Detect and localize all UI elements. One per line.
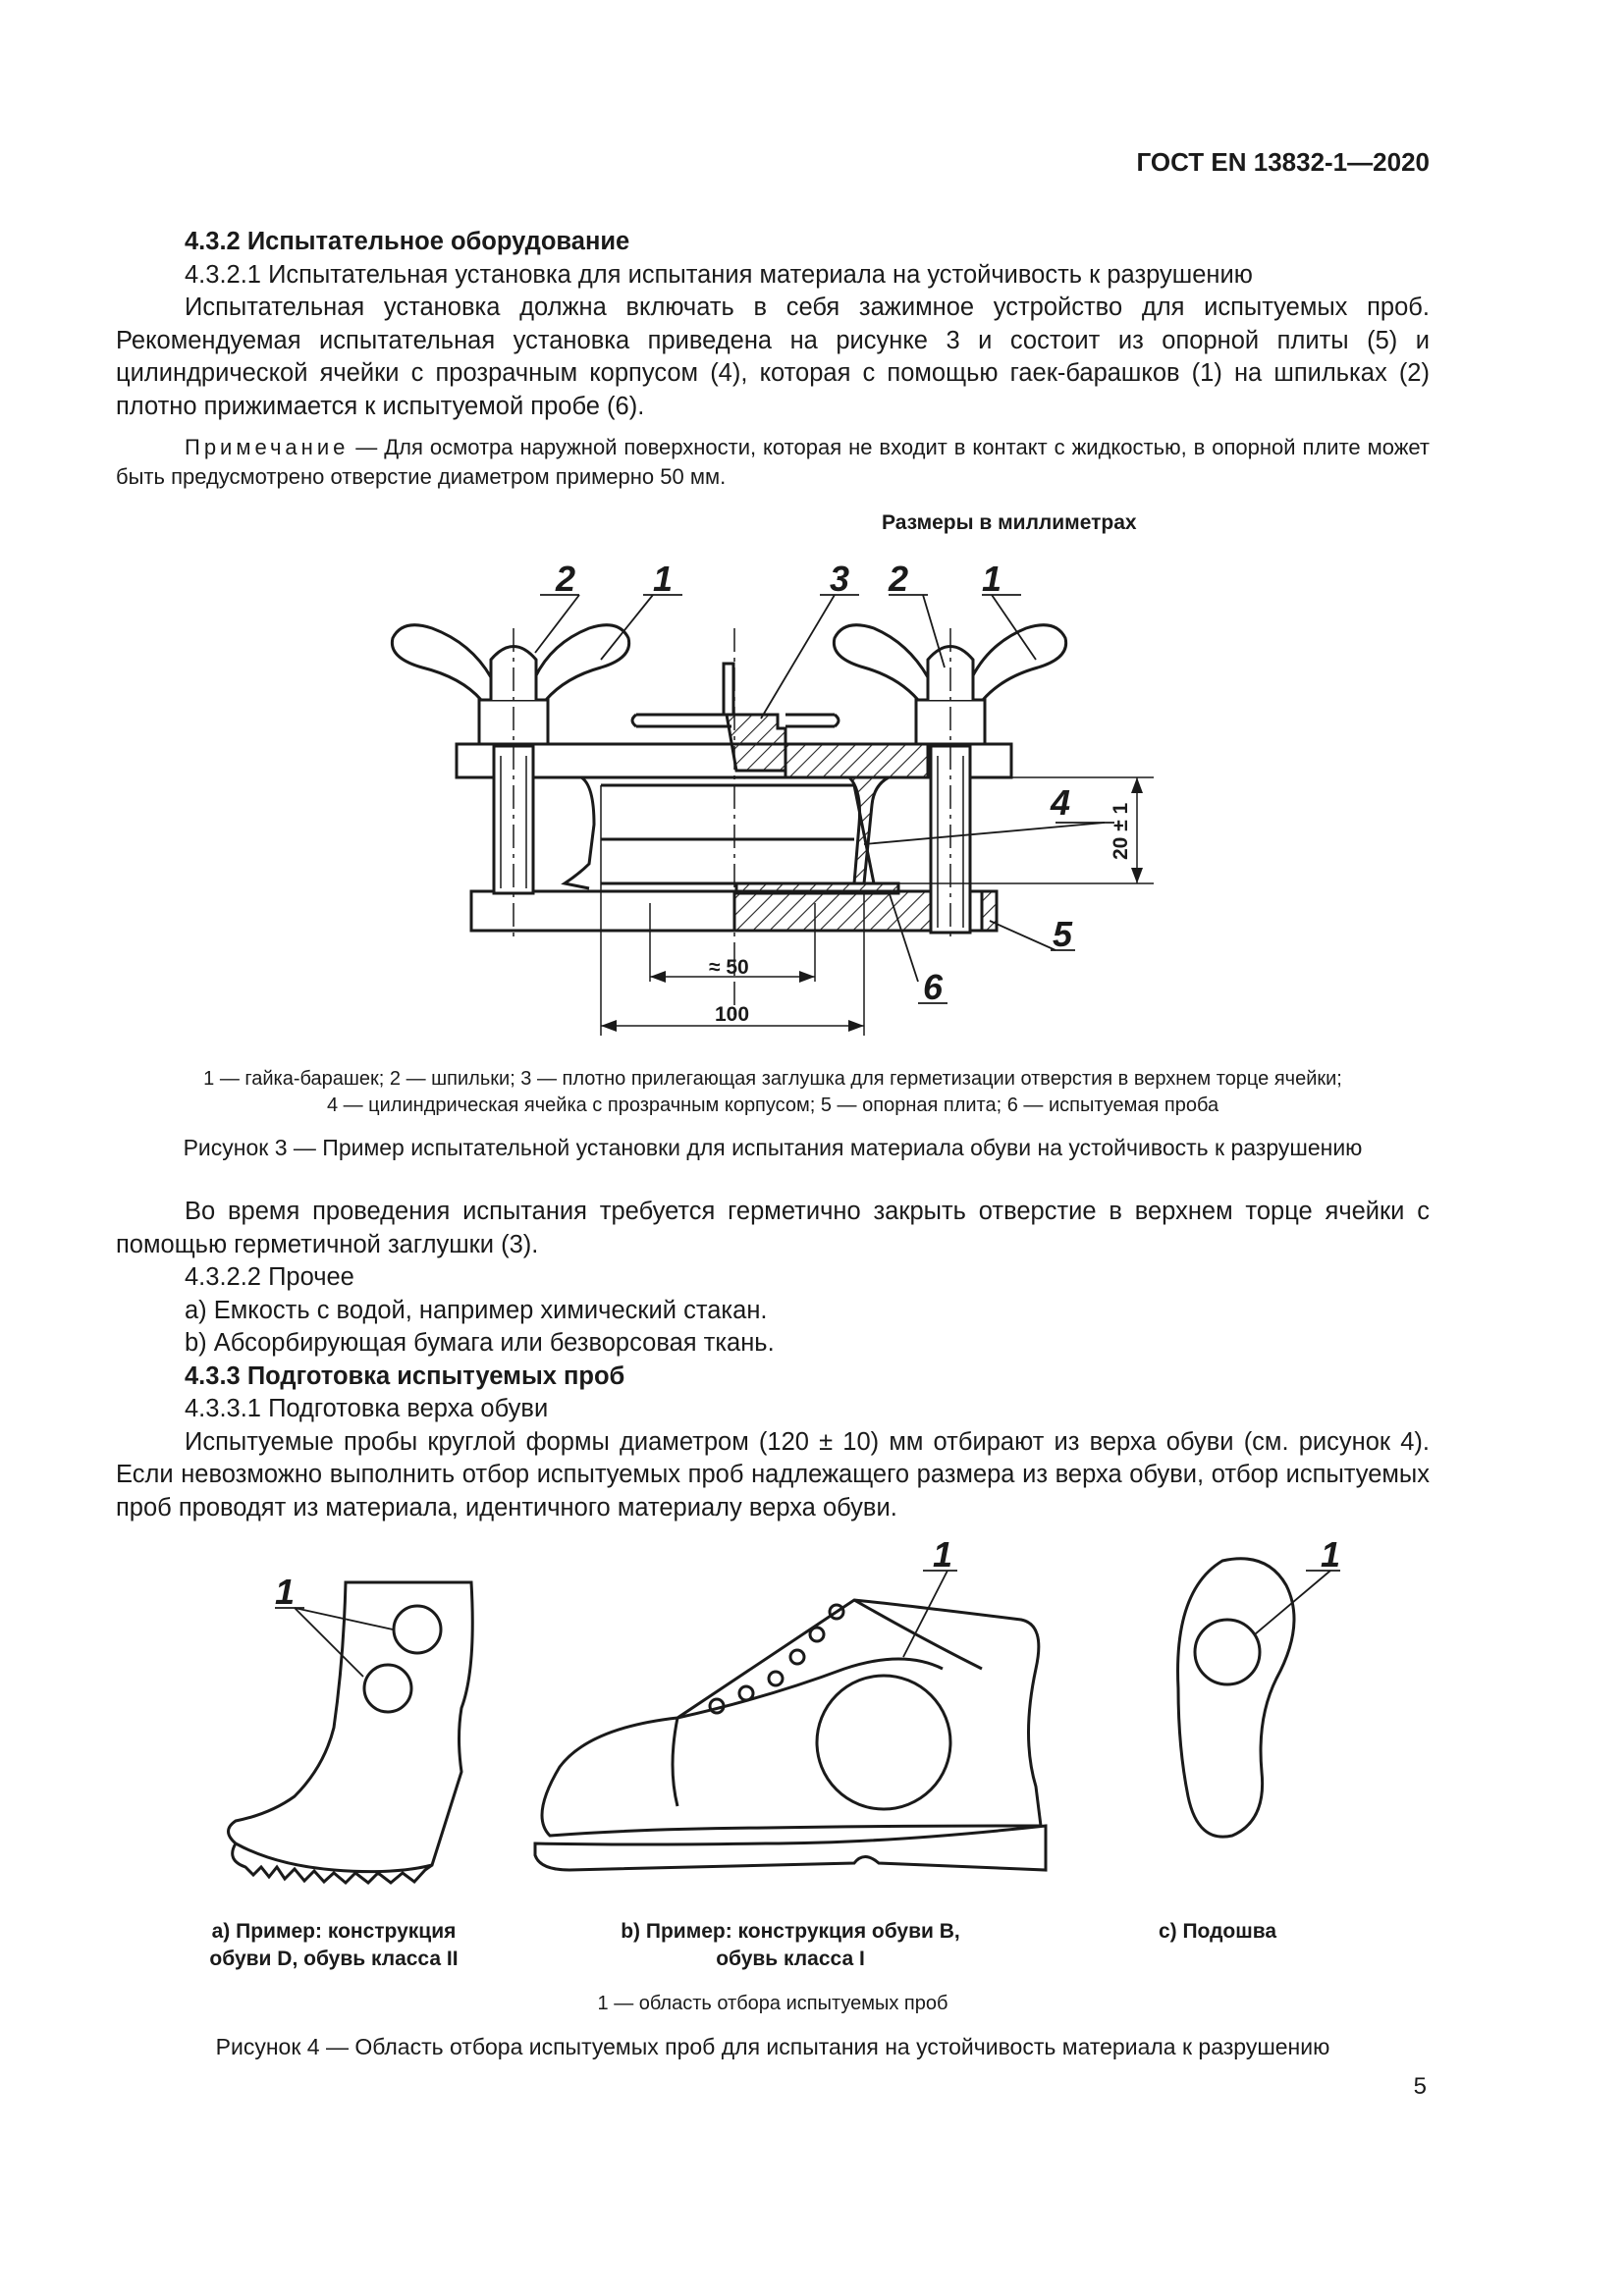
sub-b-line-1: b) Пример: конструкция обуви B, bbox=[621, 1920, 960, 1943]
dimensions-note: Размеры в миллиметрах bbox=[882, 511, 1137, 534]
dim-100: 100 bbox=[715, 1003, 750, 1026]
legend-line-2: 4 — цилиндрическая ячейка с прозрачным корпусом; 5 — опорная плита; 6 — испытуемая проба bbox=[326, 1095, 1219, 1116]
label-1-right: 1 bbox=[982, 559, 1002, 599]
list-item-a: a) Емкость с водой, например химический стакан. bbox=[185, 1296, 768, 1324]
document-header: ГОСТ EN 13832-1—2020 bbox=[1136, 147, 1430, 177]
cell-section bbox=[785, 744, 928, 883]
sub-b-line-2: обувь класса I bbox=[716, 1948, 865, 1970]
list-item-b: b) Абсорбирующая бумага или безворсовая ткань. bbox=[185, 1329, 775, 1357]
sole-sample-circle bbox=[1195, 1620, 1260, 1684]
fig4-label-b: 1 bbox=[933, 1534, 953, 1575]
legend-line-1: 1 — гайка-барашек; 2 — шпильки; 3 — плотно прилегающая заглушка для герметизации отверстия в верхнем торце ячейки; bbox=[203, 1068, 1342, 1090]
dim-20: 20 ± 1 bbox=[1110, 802, 1132, 860]
figure-4-caption: Рисунок 4 — Область отбора испытуемых проб для испытания на устойчивость материала к разрушению bbox=[215, 2034, 1330, 2059]
figure-3-caption: Рисунок 3 — Пример испытательной установки для испытания материала обуви на устойчивость к разрушению bbox=[183, 1135, 1363, 1160]
section-heading-4-3-3 bbox=[116, 1361, 1430, 1394]
sealing-plug bbox=[727, 715, 785, 771]
label-6: 6 bbox=[923, 967, 944, 1007]
label-4: 4 bbox=[1051, 782, 1071, 823]
fig4-label-c: 1 bbox=[1321, 1534, 1341, 1575]
figure-3-test-rig bbox=[0, 0, 1624, 1090]
subfigure-a-caption bbox=[167, 1918, 501, 1973]
page-number: 5 bbox=[1413, 2073, 1427, 2100]
label-3: 3 bbox=[830, 559, 850, 599]
paragraph-samples: Испытуемые пробы круглой формы диаметром (120 ± 10) мм отбирают из верха обуви (см. рисунок 4). Если невозможно выполнить отбор испытуемых проб надлежащего размера из верха обуви, отбор испытуемых проб проводят из материала, идентичного материалу верха обуви. bbox=[116, 1427, 1430, 1522]
subsection-4-3-3-1: 4.3.3.1 Подготовка верха обуви bbox=[185, 1395, 549, 1422]
label-2-right: 2 bbox=[889, 559, 909, 599]
test-sample bbox=[736, 883, 898, 893]
sub-a-line-2: обуви D, обувь класса II bbox=[209, 1948, 459, 1970]
section-title: Испытательное оборудование bbox=[246, 228, 630, 255]
sole-outline bbox=[1178, 1559, 1294, 1837]
figure-3-legend bbox=[116, 1066, 1430, 1119]
subfigure-b-caption bbox=[589, 1918, 992, 1973]
section-4-3-2-2 bbox=[116, 1196, 1430, 1524]
cell-left-wall bbox=[565, 777, 594, 888]
figure-4-legend: 1 — область отбора испытуемых проб bbox=[597, 1993, 948, 2014]
label-2-left: 2 bbox=[556, 559, 576, 599]
boot-sample-circle-2 bbox=[364, 1665, 411, 1712]
base-plate-section bbox=[734, 891, 931, 931]
shoe-sample-circle bbox=[817, 1676, 950, 1809]
section-title-4-3-3: Подготовка испытуемых проб bbox=[246, 1362, 625, 1390]
label-5: 5 bbox=[1053, 914, 1073, 954]
subsection-4-3-2-2: 4.3.2.2 Прочее bbox=[185, 1263, 354, 1291]
subsection-4-3-2-1: 4.3.2.1 Испытательная установка для испытания материала на устойчивость к разрушению bbox=[185, 260, 1253, 289]
boot-sample-circle-1 bbox=[394, 1606, 441, 1653]
dim-50: ≈ 50 bbox=[709, 956, 749, 979]
left-wing-left bbox=[392, 625, 491, 700]
sub-a-line-1: a) Пример: конструкция bbox=[211, 1920, 457, 1943]
subfigure-c-caption: c) Подошва bbox=[1158, 1920, 1277, 1943]
label-1-left: 1 bbox=[653, 559, 674, 599]
section-number: 4.3.2 bbox=[185, 228, 241, 255]
shoe-outline bbox=[542, 1600, 1041, 1836]
fig4-label-a: 1 bbox=[275, 1572, 296, 1612]
paragraph-test-rig: Испытательная установка должна включать в себя зажимное устройство для испытуемых проб. Рекомендуемая испытательная установка приведена на рисунке 3 и состоит из опорной плиты (5) и цилиндрической ячейки с прозрачным корпусом (4), которая с помощью гаек-барашков (1) на шпильках (2) плотно прижимается к испытуемой пробе (6). bbox=[116, 294, 1430, 420]
left-wing-right bbox=[535, 625, 629, 700]
section-number-4-3-3: 4.3.3 bbox=[185, 1362, 241, 1390]
boot-outline bbox=[229, 1582, 473, 1872]
note-text: — Для осмотра наружной поверхности, которая не входит в контакт с жидкостью, в опорной плите может быть предусмотрено отверстие диаметром примерно 50 мм. bbox=[116, 435, 1430, 489]
figure-4-sampling-areas bbox=[0, 1531, 1624, 1904]
paragraph-seal: Во время проведения испытания требуется герметично закрыть отверстие в верхнем торце ячейки с помощью герметичной заглушки (3). bbox=[116, 1198, 1430, 1258]
note-label: Примечание bbox=[185, 435, 350, 459]
plug-handle bbox=[724, 664, 733, 715]
